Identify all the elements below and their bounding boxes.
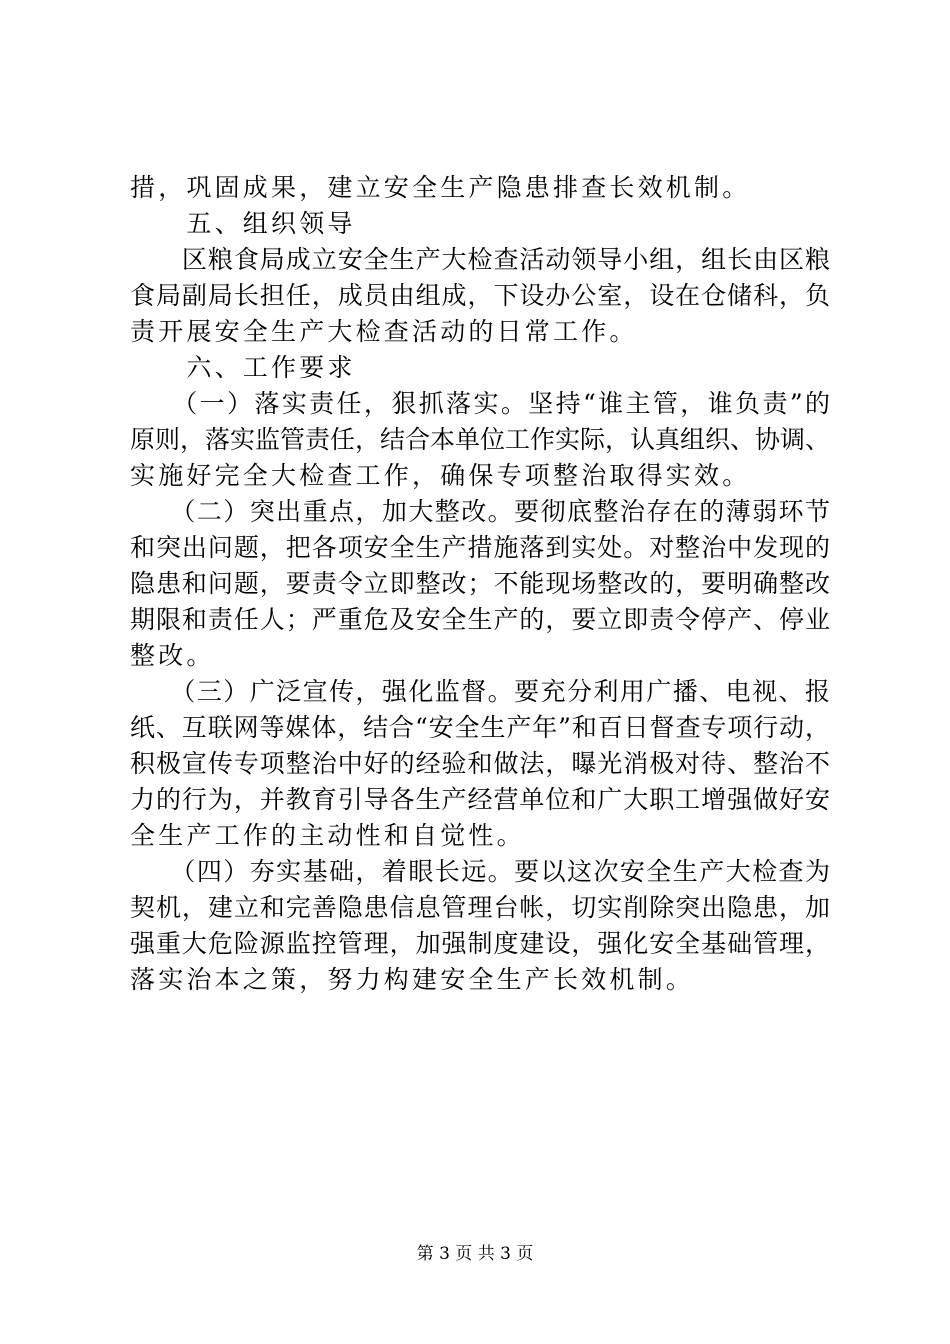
document-body xyxy=(130,170,830,998)
text-line: 强重大危险源监控管理，加强制度建设，强化安全基础管理， xyxy=(130,929,830,958)
text-line: 和突出问题，把各项安全生产措施落到实处。对整治中发现的 xyxy=(130,533,830,562)
text-line: 全生产工作的主动性和自觉性。 xyxy=(130,821,525,850)
text-line: 食局副局长担任，成员由组成，下设办公室，设在仓储科，负 xyxy=(130,281,830,310)
text-line: 力的行为，并教育引导各生产经营单位和广大职工增强做好安 xyxy=(130,785,830,814)
text-line: 实施好完全大检查工作，确保专项整治取得实效。 xyxy=(130,461,751,490)
text-line: 措，巩固成果，建立安全生产隐患排查长效机制。 xyxy=(130,173,751,202)
text-line: 期限和责任人；严重危及安全生产的，要立即责令停产、停业 xyxy=(130,605,830,634)
text-line: 纸、互联网等媒体，结合“安全生产年”和百日督查专项行动， xyxy=(130,713,830,742)
text-line: 落实治本之策，努力构建安全生产长效机制。 xyxy=(130,965,695,994)
section-heading: 六、工作要求 xyxy=(130,353,356,382)
page-number-footer: 第 3 页 共 3 页 xyxy=(416,1244,534,1264)
text-line: 积极宣传专项整治中好的经验和做法，曝光消极对待、整治不 xyxy=(130,749,830,778)
text-line: （一）落实责任，狠抓落实。坚持“谁主管，谁负责”的 xyxy=(130,389,830,418)
text-line: 隐患和问题，要责令立即整改；不能现场整改的，要明确整改 xyxy=(130,569,830,598)
text-line: 区粮食局成立安全生产大检查活动领导小组，组长由区粮 xyxy=(130,245,830,274)
text-line: 契机，建立和完善隐患信息管理台帐，切实削除突出隐患，加 xyxy=(130,893,830,922)
text-line: 责开展安全生产大检查活动的日常工作。 xyxy=(130,317,638,346)
text-line: 整改。 xyxy=(130,641,215,670)
text-line: （二）突出重点，加大整改。要彻底整治存在的薄弱环节 xyxy=(130,497,830,526)
text-line: 原则，落实监管责任，结合本单位工作实际，认真组织、协调、 xyxy=(130,425,831,454)
text-line: （三）广泛宣传，强化监督。要充分利用广播、电视、报 xyxy=(130,677,830,706)
section-heading: 五、组织领导 xyxy=(130,209,356,238)
text-line: （四）夯实基础，着眼长远。要以这次安全生产大检查为 xyxy=(130,857,830,886)
